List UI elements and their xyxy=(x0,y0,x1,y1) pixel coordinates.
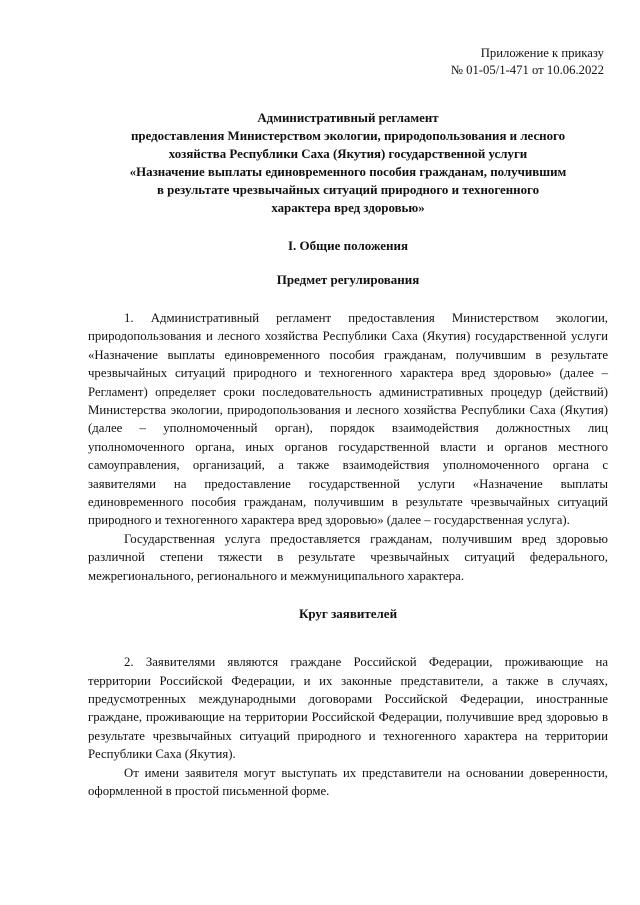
appendix-line-1: Приложение к приказу xyxy=(480,46,604,60)
title-line-5: в результате чрезвычайных ситуаций природного и техногенного xyxy=(156,183,540,197)
paragraph-3: 2. Заявителями являются граждане Российской Федерации, проживающие на территории Российской Федерации, и их законные представители, а также в случаях, предусмотренных международными договорами Российской Федерации, иностранные граждане, проживающие на территории Российской Федерации, получившие вред здоровью в результате чрезвычайных ситуаций природного и техногенного характера на территории Республики Саха (Якутия). xyxy=(88,655,608,762)
subject-block xyxy=(88,309,608,585)
title-line-1: Административный регламент xyxy=(257,111,439,125)
title-line-4: «Назначение выплаты единовременного пособия гражданам, получившим xyxy=(129,165,567,179)
paragraph-4: От имени заявителя могут выступать их представители на основании доверенности, оформленной в простой письменной форме. xyxy=(88,765,608,798)
title-line-2: предоставления Министерством экологии, природопользования и лесного xyxy=(130,129,566,143)
appendix-note xyxy=(88,45,604,79)
paragraph-2: Государственная услуга предоставляется гражданам, получившим вред здоровью различной степени тяжести в результате чрезвычайных ситуаций федерального, межрегионального, регионального и межмуниципального характера. xyxy=(88,531,608,583)
document-title xyxy=(88,109,608,217)
title-line-3: хозяйства Республики Саха (Якутия) государственной услуги xyxy=(168,147,528,161)
paragraph-1: 1. Административный регламент предоставления Министерством экологии, природопользования и лесного хозяйства Республики Саха (Якутия) государственной услуги «Назначение выплаты единовременного пособия гражданам, получившим в результате чрезвычайных ситуаций природного и техногенного характера вред здоровью» (далее – Регламент) определяет сроки последовательность административных процедур (действий) Министерства экологии, природопользования и лесного хозяйства Республики Саха (Якутия) (далее – уполномоченный орган), порядок взаимодействия должностных лиц уполномоченного органа, иных органов государственной власти и органов местного самоуправления, организаций, а также взаимодействия уполномоченного органа с заявителями на предоставление государственной услуги «Назначение выплаты единовременного пособия гражданам, получившим в результате чрезвычайных ситуаций природного и техногенного характера вред здоровью» (далее – государственная услуга). xyxy=(88,311,608,528)
section-heading-general: I. Общие положения xyxy=(288,238,408,253)
appendix-line-2: № 01-05/1-471 от 10.06.2022 xyxy=(450,63,604,77)
applicants-block xyxy=(88,653,608,800)
subsection-heading-applicants: Круг заявителей xyxy=(298,606,398,622)
title-line-6: характера вред здоровью» xyxy=(271,201,425,215)
subsection-heading-subject: Предмет регулирования xyxy=(276,272,420,287)
